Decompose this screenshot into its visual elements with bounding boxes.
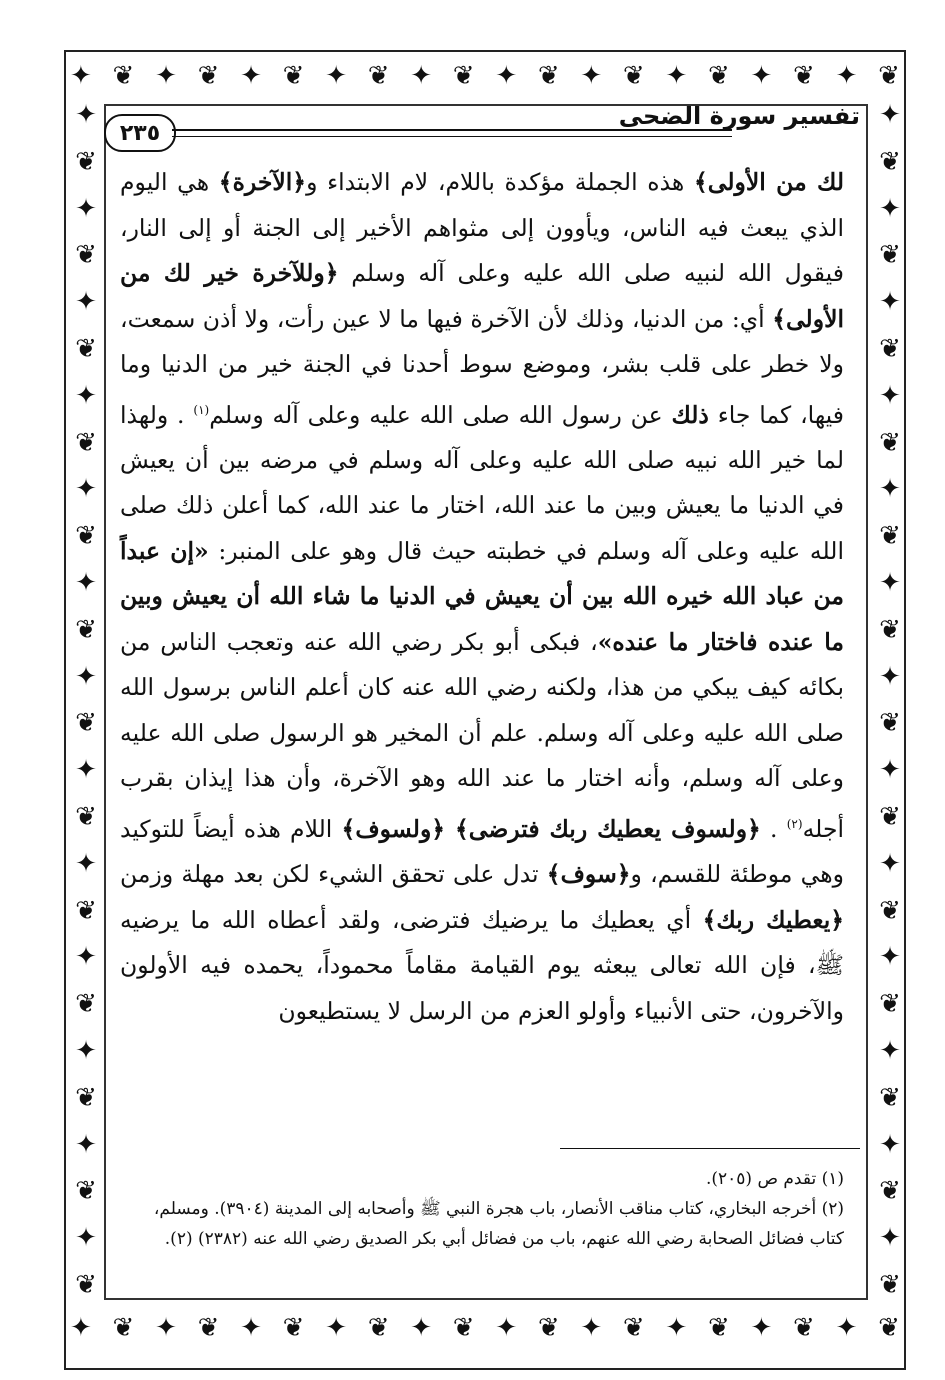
star-ornament-icon: ✦ (879, 287, 901, 318)
star-ornament-icon: ✦ (75, 1035, 97, 1066)
star-ornament-icon: ✦ (879, 755, 901, 786)
star-ornament-icon: ✦ (75, 380, 97, 411)
quran-quote: ﴿يعطيك ربك﴾ (702, 905, 844, 934)
star-ornament-icon: ✦ (835, 61, 858, 91)
quran-quote: ﴿وللآخرة خير لك من الأولى﴾ (120, 259, 844, 333)
floral-ornament-icon: ❦ (75, 146, 97, 177)
floral-ornament-icon: ❦ (112, 61, 135, 91)
floral-ornament-icon: ❦ (879, 989, 901, 1020)
star-ornament-icon: ✦ (495, 1313, 518, 1343)
floral-ornament-icon: ❦ (879, 240, 901, 271)
text-run: هذه الجملة مؤكدة باللام، لام الابتداء و (306, 168, 694, 196)
floral-ornament-icon: ❦ (879, 801, 901, 832)
star-ornament-icon: ✦ (155, 1313, 177, 1343)
star-ornament-icon: ✦ (879, 848, 901, 879)
floral-ornament-icon: ❦ (879, 521, 901, 552)
star-ornament-icon: ✦ (879, 100, 901, 130)
star-ornament-icon: ✦ (75, 755, 97, 786)
star-ornament-icon: ✦ (879, 661, 901, 692)
star-ornament-icon: ✦ (70, 1313, 92, 1343)
star-ornament-icon: ✦ (410, 1313, 433, 1343)
floral-ornament-icon: ❦ (75, 708, 97, 739)
star-ornament-icon: ✦ (75, 193, 97, 224)
text-run: أي يعطيك ما يرضيك فترضى، ولقد أعطاه الله ما يرضيه ﷺ، فإن الله تعالى يبعثه يوم القيامة مقاماً محموداً، يحمده فيه الأولون والآخرون، حتى الأنبياء وأولو العزم من الرسل لا يستطيعون (120, 905, 844, 1025)
text-run: أي: من الدنيا، وذلك لأن الآخرة فيها ما لا عين رأت، ولا أذن سمعت، ولا خطر على قلب بشر، وموضع سوط أحدنا في الجنة خير من الدنيا وما فيها، كما جاء (120, 304, 844, 429)
floral-ornament-icon: ❦ (879, 614, 901, 645)
floral-ornament-icon: ❦ (879, 895, 901, 926)
quran-quote: ﴿الآخرة﴾ (218, 168, 307, 196)
text-run: . (760, 814, 787, 843)
page-header (104, 100, 868, 150)
footnote-1: (١) تقدم ص (٢٠٥). (705, 1169, 844, 1189)
text-run: . ولهذا لما خير الله نبيه صلى الله عليه وعلى آله وسلم في مرضه بين أن يعيش في الدنيا ما يعيش وبين ما عند الله، اختار ما عند الله، كما أعلن ذلك صلى الله عليه وعلى آله وسلم في خطبته حيث قال وهو على المنبر: (120, 400, 844, 565)
floral-ornament-icon: ❦ (452, 61, 475, 91)
floral-ornament-icon: ❦ (197, 61, 220, 91)
text-run: عن رسول الله صلى الله عليه وعلى آله وسلم (209, 400, 672, 429)
floral-ornament-icon: ❦ (75, 1082, 97, 1113)
floral-ornament-icon: ❦ (75, 333, 97, 364)
star-ornament-icon: ✦ (240, 1313, 262, 1343)
star-ornament-icon: ✦ (580, 61, 603, 91)
footnote-ref: (١) (193, 402, 210, 417)
floral-ornament-icon: ❦ (112, 1313, 135, 1343)
floral-ornament-icon: ❦ (282, 1313, 305, 1343)
star-ornament-icon: ✦ (75, 1129, 97, 1160)
header-rule (172, 129, 732, 137)
bottom-ornament-border (70, 1308, 900, 1348)
text-run: ، فبكى أبو بكر رضي الله عنه وتعجب الناس من بكائه كيف يبكي من هذا، ولكنه رضي الله عنه كان أعلم الناس برسول الله صلى الله عليه وعلى آله وسلم. علم أن المخير هو الرسول صلى الله عليه وعلى آله وسلم، وأنه اختار ما عند الله وهو الآخرة، وأن هذا إيذان بقرب أجله (120, 627, 844, 843)
star-ornament-icon: ✦ (750, 61, 773, 91)
floral-ornament-icon: ❦ (367, 61, 390, 91)
star-ornament-icon: ✦ (879, 380, 901, 411)
star-ornament-icon: ✦ (879, 474, 901, 505)
floral-ornament-icon: ❦ (622, 1313, 645, 1343)
quran-quote: ﴿ولسوف يعطيك ربك فترضى﴾ ﴿ولسوف﴾ (341, 814, 761, 843)
star-ornament-icon: ✦ (75, 567, 97, 598)
floral-ornament-icon: ❦ (75, 240, 97, 271)
floral-ornament-icon: ❦ (879, 1176, 901, 1207)
star-ornament-icon: ✦ (325, 61, 347, 91)
floral-ornament-icon: ❦ (707, 61, 730, 91)
star-ornament-icon: ✦ (75, 474, 97, 505)
floral-ornament-icon: ❦ (879, 1082, 901, 1113)
star-ornament-icon: ✦ (879, 1223, 901, 1254)
star-ornament-icon: ✦ (75, 287, 97, 318)
page-number: ٢٣٥ (119, 120, 161, 146)
floral-ornament-icon: ❦ (282, 61, 305, 91)
floral-ornament-icon: ❦ (793, 1313, 815, 1343)
floral-ornament-icon: ❦ (197, 1313, 220, 1343)
star-ornament-icon: ✦ (879, 1129, 901, 1160)
floral-ornament-icon: ❦ (707, 1313, 730, 1343)
star-ornament-icon: ✦ (879, 1035, 901, 1066)
star-ornament-icon: ✦ (75, 848, 97, 879)
floral-ornament-icon: ❦ (75, 427, 97, 458)
star-ornament-icon: ✦ (750, 1313, 773, 1343)
floral-ornament-icon: ❦ (75, 989, 97, 1020)
text-run: هي اليوم الذي يبعث فيه الناس، ويأوون إلى مثواهم الأخير إلى الجنة أو إلى النار، فيقول الله لنبيه صلى الله عليه وعلى آله وسلم (120, 168, 844, 287)
star-ornament-icon: ✦ (495, 61, 518, 91)
floral-ornament-icon: ❦ (367, 1313, 390, 1343)
floral-ornament-icon: ❦ (879, 1269, 901, 1300)
star-ornament-icon: ✦ (410, 61, 433, 91)
quran-quote: ﴿سوف﴾ (546, 860, 631, 889)
floral-ornament-icon: ❦ (537, 1313, 560, 1343)
floral-ornament-icon: ❦ (75, 1176, 97, 1207)
floral-ornament-icon: ❦ (75, 895, 97, 926)
floral-ornament-icon: ❦ (879, 146, 901, 177)
star-ornament-icon: ✦ (70, 61, 92, 91)
star-ornament-icon: ✦ (879, 942, 901, 973)
page-number-badge (104, 114, 176, 152)
star-ornament-icon: ✦ (155, 61, 177, 91)
star-ornament-icon: ✦ (75, 661, 97, 692)
floral-ornament-icon: ❦ (793, 61, 815, 91)
floral-ornament-icon: ❦ (879, 708, 901, 739)
footnote-separator (560, 1148, 860, 1149)
star-ornament-icon: ✦ (75, 100, 97, 130)
floral-ornament-icon: ❦ (622, 61, 645, 91)
floral-ornament-icon: ❦ (878, 1313, 900, 1343)
floral-ornament-icon: ❦ (75, 801, 97, 832)
star-ornament-icon: ✦ (580, 1313, 603, 1343)
footnotes (120, 1164, 844, 1254)
floral-ornament-icon: ❦ (878, 61, 900, 91)
footnote-2: (٢) أخرجه البخاري، كتاب مناقب الأنصار، باب هجرة النبي ﷺ وأصحابه إلى المدينة (٣٩٠٤). ومسلم، كتاب فضائل الصحابة رضي الله عنهم، باب من فضائل أبي بكر الصديق رضي الله عنه (٢٣٨٢) (٢). (153, 1199, 844, 1249)
floral-ornament-icon: ❦ (452, 1313, 475, 1343)
floral-ornament-icon: ❦ (75, 614, 97, 645)
floral-ornament-icon: ❦ (879, 333, 901, 364)
star-ornament-icon: ✦ (835, 1313, 858, 1343)
text-run: تدل على تحقق الشيء لكن بعد مهلة وزمن (120, 860, 547, 889)
floral-ornament-icon: ❦ (75, 1269, 97, 1300)
running-title: تفسير سورة الضحى (618, 102, 860, 130)
star-ornament-icon: ✦ (879, 567, 901, 598)
floral-ornament-icon: ❦ (537, 61, 560, 91)
star-ornament-icon: ✦ (325, 1313, 347, 1343)
text-run: اللام هذه أيضاً للتوكيد وهي موطئة للقسم، و (120, 814, 845, 889)
star-ornament-icon: ✦ (75, 942, 97, 973)
top-ornament-border (70, 56, 900, 96)
main-paragraph (120, 160, 844, 1034)
floral-ornament-icon: ❦ (879, 427, 901, 458)
hadith-quote: «إن عبداً من عباد الله خيره الله بين أن يعيش في الدنيا ما شاء الله أن يعيش وبين ما عنده فاختار ما عنده» (120, 536, 844, 656)
floral-ornament-icon: ❦ (75, 521, 97, 552)
star-ornament-icon: ✦ (665, 61, 688, 91)
star-ornament-icon: ✦ (879, 193, 901, 224)
quran-quote: لك من الأولى﴾ (694, 168, 845, 196)
star-ornament-icon: ✦ (75, 1223, 97, 1254)
left-ornament-border (66, 100, 106, 1300)
star-ornament-icon: ✦ (240, 61, 262, 91)
star-ornament-icon: ✦ (665, 1313, 688, 1343)
footnote-ref: (٢) (786, 816, 803, 831)
right-ornament-border (870, 100, 910, 1300)
emphasis-word: ذلك (671, 400, 709, 429)
main-text (120, 160, 844, 1034)
